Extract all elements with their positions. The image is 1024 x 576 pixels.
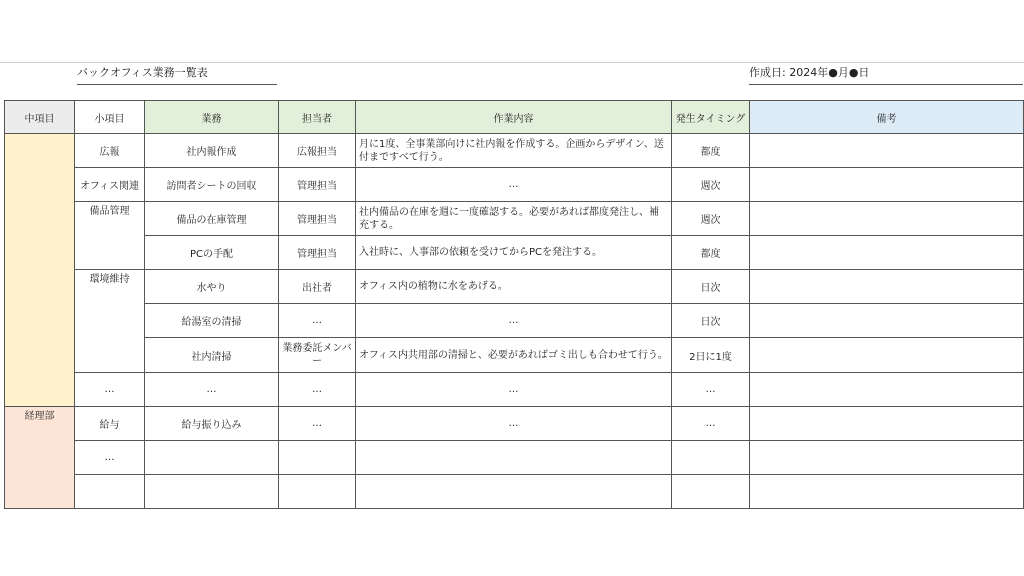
sub-category-cell [75, 475, 145, 509]
task-cell: 給与振り込み [145, 407, 279, 441]
header-sub-category: 小項目 [75, 101, 145, 134]
note-cell [750, 304, 1024, 338]
note-cell [750, 236, 1024, 270]
timing-cell: 2日に1度 [672, 338, 750, 373]
table-row [5, 407, 1024, 441]
owner-cell: … [279, 373, 356, 407]
header-owner: 担当者 [279, 101, 356, 134]
content-cell: … [356, 407, 672, 441]
top-rule [0, 62, 1024, 63]
owner-cell [279, 441, 356, 475]
table-row [5, 270, 1024, 304]
sub-category-cell: 環境維持 [75, 270, 145, 373]
note-cell [750, 338, 1024, 373]
content-cell: … [356, 168, 672, 202]
header-timing: 発生タイミング [672, 101, 750, 134]
owner-cell: … [279, 407, 356, 441]
content-cell: … [356, 304, 672, 338]
owner-cell: 管理担当 [279, 236, 356, 270]
header-mid-category: 中項目 [5, 101, 75, 134]
sub-category-cell: … [75, 373, 145, 407]
note-cell [750, 168, 1024, 202]
table-row [5, 373, 1024, 407]
owner-cell: 広報担当 [279, 134, 356, 168]
timing-cell: 週次 [672, 202, 750, 236]
header-row [5, 101, 1024, 134]
table-row [5, 202, 1024, 236]
header-task: 業務 [145, 101, 279, 134]
sub-category-cell: 備品管理 [75, 202, 145, 270]
sub-category-cell: 広報 [75, 134, 145, 168]
task-cell [145, 441, 279, 475]
table-row [5, 475, 1024, 509]
mid-category-cell [5, 134, 75, 407]
timing-cell: … [672, 407, 750, 441]
content-cell: 月に1度、全事業部向けに社内報を作成する。企画からデザイン、送付まですべて行う。 [356, 134, 672, 168]
date-day-placeholder: ● [848, 66, 859, 79]
note-cell [750, 441, 1024, 475]
sub-category-cell: … [75, 441, 145, 475]
timing-cell: 週次 [672, 168, 750, 202]
timing-cell: … [672, 373, 750, 407]
header-content: 作業内容 [356, 101, 672, 134]
note-cell [750, 407, 1024, 441]
owner-cell: 業務委託メンバー [279, 338, 356, 373]
content-cell: … [356, 373, 672, 407]
task-cell: PCの手配 [145, 236, 279, 270]
sub-category-cell: オフィス関連 [75, 168, 145, 202]
owner-cell: … [279, 304, 356, 338]
content-cell: オフィス内の植物に水をあげる。 [356, 270, 672, 304]
task-table [4, 100, 1024, 509]
sub-category-cell: 給与 [75, 407, 145, 441]
timing-cell: 都度 [672, 236, 750, 270]
timing-cell [672, 475, 750, 509]
content-cell [356, 441, 672, 475]
task-cell: … [145, 373, 279, 407]
note-cell [750, 475, 1024, 509]
date-month-placeholder: ● [828, 66, 838, 79]
table-row [5, 168, 1024, 202]
date-prefix: 作成日: 2024年 [749, 66, 829, 79]
table-row [5, 304, 1024, 338]
content-cell: オフィス内共用部の清掃と、必要があればゴミ出しも合わせて行う。 [356, 338, 672, 373]
header-note: 備考 [750, 101, 1024, 134]
owner-cell [279, 475, 356, 509]
owner-cell: 管理担当 [279, 168, 356, 202]
table-row [5, 236, 1024, 270]
task-cell: 訪問者シートの回収 [145, 168, 279, 202]
creation-date [749, 66, 1023, 85]
table-row [5, 134, 1024, 168]
task-cell: 給湯室の清掃 [145, 304, 279, 338]
date-month-suffix: 月 [837, 66, 849, 79]
timing-cell [672, 441, 750, 475]
content-cell: 入社時に、人事部の依頼を受けてからPCを発注する。 [356, 236, 672, 270]
note-cell [750, 373, 1024, 407]
task-cell: 社内報作成 [145, 134, 279, 168]
task-cell: 水やり [145, 270, 279, 304]
document-title: バックオフィス業務一覧表 [77, 66, 277, 85]
task-cell [145, 475, 279, 509]
table-row [5, 441, 1024, 475]
task-cell: 備品の在庫管理 [145, 202, 279, 236]
note-cell [750, 134, 1024, 168]
task-cell: 社内清掃 [145, 338, 279, 373]
note-cell [750, 202, 1024, 236]
timing-cell: 都度 [672, 134, 750, 168]
content-cell [356, 475, 672, 509]
timing-cell: 日次 [672, 270, 750, 304]
owner-cell: 管理担当 [279, 202, 356, 236]
date-day-suffix: 日 [858, 66, 870, 79]
note-cell [750, 270, 1024, 304]
content-cell: 社内備品の在庫を週に一度確認する。必要があれば都度発注し、補充する。 [356, 202, 672, 236]
mid-category-cell: 経理部 [5, 407, 75, 509]
table-row [5, 338, 1024, 373]
timing-cell: 日次 [672, 304, 750, 338]
owner-cell: 出社者 [279, 270, 356, 304]
